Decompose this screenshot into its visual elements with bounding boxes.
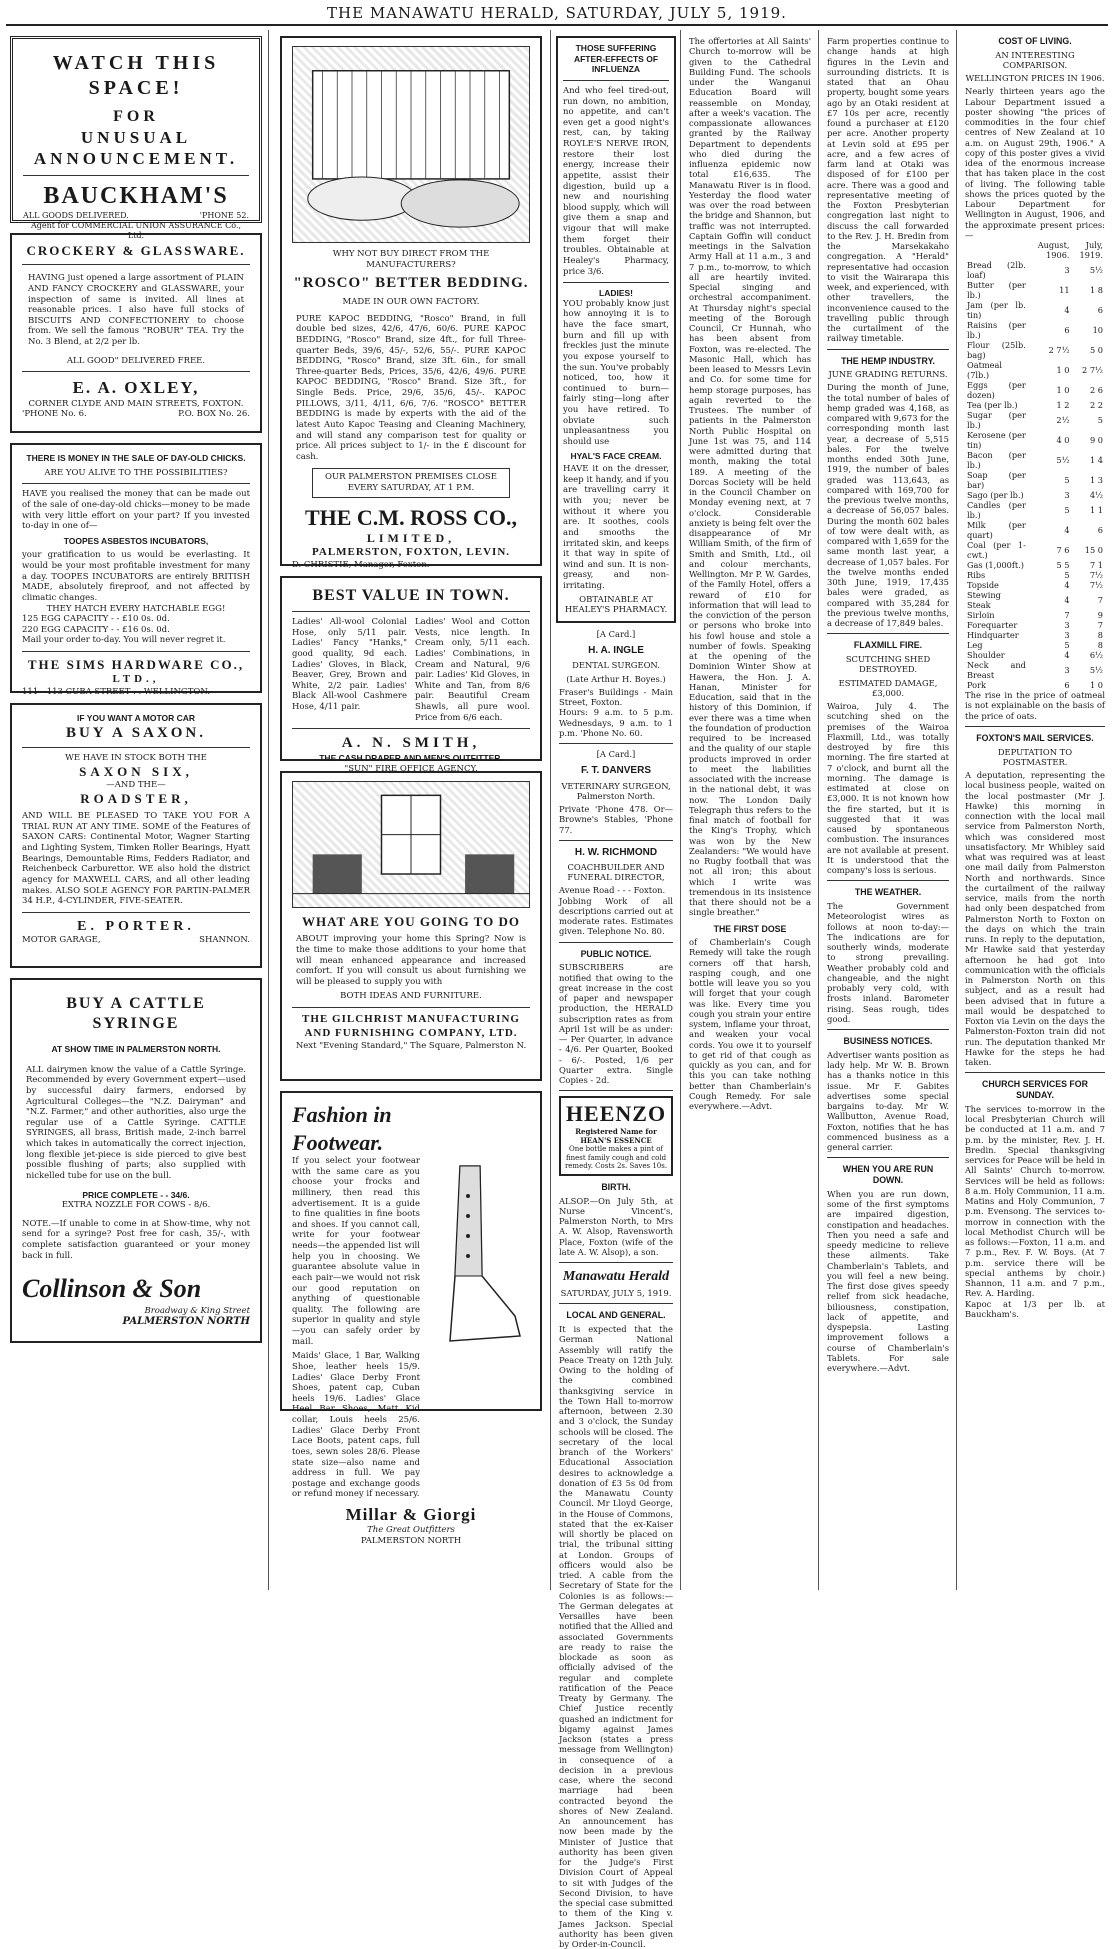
- price-row: [965, 380, 1105, 400]
- price-item: Bread (2lb. loaf): [967, 260, 1026, 281]
- ladies-obtain: OBTAINABLE AT HEALEY'S PHARMACY.: [564, 594, 668, 616]
- price-row: [965, 650, 1105, 660]
- ladies-title: LADIES!: [599, 288, 633, 299]
- ross-manager: D. CHRISTIE, Manager, Foxton.: [292, 559, 430, 570]
- price-item: Sugar (per lb.): [967, 410, 1026, 431]
- price-row: [965, 340, 1105, 360]
- cost-body: Nearly thirteen years ago the Labour Department issued a poster showing "the prices of commodities in the four chief centres of New Zealand at 10 a.m. on August 29th, 1906." A copy of this poster gives a vivid idea of the enormous increase that has taken place in the cost of living. The following table shows the prices quoted by the Labour Department for Wellington in August, 1906, and the approximate present prices:—: [965, 86, 1105, 240]
- price-price-1919: 10: [1092, 325, 1103, 336]
- price-price-1906: 3: [1064, 665, 1070, 676]
- oxley-delivered: ALL GOOD" DELIVERED FREE.: [66, 355, 206, 366]
- price-row: [965, 560, 1105, 570]
- price-price-1919: 7½: [1089, 580, 1103, 591]
- heenzo-body: One bottle makes a pint of finest family cough and cold remedy. Costs 2s. Saves 10s.: [564, 1145, 668, 1171]
- hemp-title: THE HEMP INDUSTRY.: [841, 355, 935, 366]
- column-3: [554, 30, 678, 1949]
- ingle-hours: Hours: 9 a.m. to 5 p.m. Wednesdays, 9 a.m. to 1 p.m. 'Phone No. 60.: [559, 707, 673, 738]
- price-row: [965, 490, 1105, 500]
- price-item: Butter (per lb.): [967, 280, 1026, 301]
- price-table: [965, 240, 1105, 690]
- price-row: [965, 450, 1105, 470]
- heenzo-name: HEENZO: [565, 1101, 667, 1127]
- price-price-1906: 6: [1064, 325, 1070, 336]
- price-item: Sirloin: [967, 610, 995, 621]
- bedding-illustration: [292, 46, 530, 243]
- bedding-drawing: [293, 47, 529, 242]
- price-price-1906: 1 2: [1056, 400, 1070, 411]
- flaxmill-title: FLAXMILL FIRE.: [853, 640, 923, 651]
- rosco-made: MADE IN OUR OWN FACTORY.: [342, 297, 480, 307]
- cost-tail: The rise in the price of oatmeal is not explainable on the basis of the price of oats.: [965, 690, 1105, 721]
- price-item: Neck and Breast: [967, 660, 1026, 681]
- rosco-close-1: OUR PALMERSTON PREMISES CLOSE: [325, 472, 497, 483]
- flaxmill-sub-2: ESTIMATED DAMAGE, £3,000.: [838, 677, 938, 698]
- bauckham-name: BAUCKHAM'S: [43, 182, 229, 209]
- collinson-address-1: Broadway & King Street: [144, 1305, 250, 1316]
- gilchrist-both: BOTH IDEAS AND FURNITURE.: [340, 991, 482, 1002]
- mail-sub: DEPUTATION TO POSTMASTER.: [997, 746, 1073, 767]
- price-price-1919: 6: [1097, 525, 1103, 536]
- cost-sub: AN INTERESTING COMPARISON.: [995, 49, 1075, 70]
- saxon-ad: [10, 703, 262, 968]
- price-row: [965, 540, 1105, 560]
- gilchrist-body: ABOUT improving your home this Spring? Now is the time to make those additions to your home that will mean enhanced appearance and increased comfort. If you will consult us about furnishing we will be pleased to supply you with: [296, 934, 526, 987]
- oxley-title: CROCKERY & GLASSWARE.: [26, 243, 246, 258]
- column-4: [684, 30, 816, 1590]
- price-price-1906: 5: [1064, 505, 1070, 516]
- shoe-illustration: [420, 1156, 530, 1356]
- watch-line-5: ANNOUNCEMENT.: [33, 149, 239, 169]
- local-general-title: LOCAL AND GENERAL.: [566, 1310, 666, 1321]
- syringe-note: NOTE.—If unable to come in at Show-time, why not send for a syringe? Post free for cash, 35/-, with complete satisfaction guaranteed or your money back in full.: [22, 1218, 250, 1261]
- smith-title: BEST VALUE IN TOWN.: [312, 587, 510, 604]
- run-down-title: WHEN YOU ARE RUN DOWN.: [842, 1164, 934, 1186]
- ladies-product: HYAL'S FACE CREAM.: [570, 450, 662, 461]
- price-row: [965, 520, 1105, 540]
- column-divider: [956, 30, 957, 1590]
- price-price-1906: 5: [1064, 640, 1070, 651]
- price-price-1906: 2½: [1056, 415, 1070, 426]
- price-price-1919: 7 1: [1089, 560, 1103, 571]
- birth-title: BIRTH.: [601, 1181, 631, 1192]
- ingle-name: H. A. INGLE: [588, 645, 644, 657]
- price-price-1919: 6½: [1089, 650, 1103, 661]
- smith-name: A. N. SMITH,: [341, 735, 481, 752]
- price-price-1919: 2 2: [1089, 400, 1103, 411]
- price-item: Flour (25lb. bag): [967, 340, 1026, 361]
- royle-ad: [556, 36, 676, 623]
- first-dose-title: THE FIRST DOSE: [713, 923, 787, 934]
- rosco-question: WHY NOT BUY DIRECT FROM THE MANUFACTURERS?: [332, 249, 490, 270]
- price-price-1919: 2 6: [1089, 385, 1103, 396]
- price-price-1919: 2 7½: [1082, 365, 1103, 376]
- mail-body: A deputation, representing the local business people, waited on the local postmaster (Mr J. Hawke) this morning in connection with the local mail service from Palmerston North, which was considered most unsatisfactory. Mr Whibley said what was required was at least one mail daily from Palmerston North and northwards. Since the curtailment of the railway service, mails from the north had only been despatched from Palmerston North to Foxton on the days on which the train runs. In reply to the deputation, Mr Hawke said that yesterday afternoon he had got into communication with the officials in Palmerston North on this subject, and as a result had been advised that in future a mail would be despatched to Foxton via Levin on the days the Palmerston-Foxton train did not run. The deputation thanked Mr Hawke for the steps he had taken.: [965, 770, 1105, 1068]
- price-price-1906: 5: [1064, 570, 1070, 581]
- price-item: Jam (per lb. tin): [967, 300, 1026, 321]
- richmond-sub: COACHBUILDER AND FUNERAL DIRECTOR,: [567, 861, 665, 883]
- chicks-body-2: your gratification to us would be everlasting. It would be your most profitable investment for many a day. TOOPES INCUBATORS are entirely BRITISH MADE, absolutely fireproof, and not affected by climatic changes.: [22, 550, 250, 603]
- flaxmill-body: Wairoa, July 4. The scutching shed on the premises of the Wairoa Flaxmill, Ltd., was totally destroyed by fire this morning. The fire started at 7 o'clock, and burnt all the morning. The damage is estimated at close on £3,000. It is not known how the fire started, but it is suggested that it was caused by spontaneous combustion. The insurances are not available at present. It is understood that the company's loss is serious.: [827, 701, 949, 876]
- millar-town: PALMERSTON NORTH: [360, 1535, 462, 1546]
- price-price-1906: 4: [1064, 595, 1070, 606]
- sims-address: 111—113 CUBA STREET . . WELLINGTON.: [22, 687, 210, 697]
- watch-ad: [10, 36, 262, 240]
- price-price-1919: 5½: [1089, 665, 1103, 676]
- fashion-body: [292, 1156, 420, 1500]
- danvers-sub: VETERINARY SURGEON, Palmerston North.: [561, 780, 671, 801]
- masthead: THE MANAWATU HERALD, SATURDAY, JULY 5, 1919.: [327, 4, 787, 22]
- room-drawing: [293, 782, 529, 907]
- rosco-body: PURE KAPOC BEDDING, "Rosco" Brand, in full double bed sizes, 42/6, 47/6, 60/6. PURE KAPOC BEDDING, "Rosco" Brand, size 4ft., for full Three-quarter Beds, 39/6, 45/-, 52/6, 55/-. PURE KAPOC BEDDING, "Rosco" Brand, size 3ft. 6in., for small Three-quarter Beds, Prices, 35/6, 42/6, 49/6. PURE KAPOC BEDDING, "Rosco" Brand. Size 3ft., for Single Beds. Price, 29/6, 35/6, 45/-. KAPOC PILLOWS, 3/11, 4/11, 6/6, 7/6. "ROSCO" BETTER BEDDING is made by experts with the aid of the latest Auto Kapoc Teasing and Cleaning Machinery, and will stand any comparison test for quality or price. All prices subject to 1/- in the £ discount for cash.: [296, 313, 526, 462]
- saxon-body: AND WILL BE PLEASED TO TAKE YOU FOR A TRIAL RUN AT ANY TIME. SOME of the Features of SAXON CARS: Continental Motor, Wagner Starting and Lighting System, Timken Roller Bearings, Hyatt Bearings, Demountable Rims, Fedders Radiator, and Reichenbeck Carburettor. WE also hold the district agency for MAXWELL CARS, and all other leading makes. ALSO SOLE AGENCY FOR PARTIN-PALMER 34 H.P., 4-CYLINDER, FIVE-SEATER.: [22, 811, 250, 907]
- price-item: Milk (per quart): [967, 520, 1026, 541]
- price-price-1919: 9 0: [1089, 435, 1103, 446]
- fashion-title-2: Footwear.: [292, 1129, 384, 1155]
- column-divider: [680, 30, 681, 1590]
- price-row: [965, 280, 1105, 300]
- gilchrist-address: Next "Evening Standard," The Square, Palmerston N.: [295, 1040, 527, 1051]
- gilchrist-ad: [280, 771, 542, 1081]
- chicks-price-1: 125 EGG CAPACITY - - £10 0s. 0d.: [22, 614, 170, 625]
- price-price-1919: 9: [1097, 610, 1103, 621]
- cost-title: COST OF LIVING.: [998, 36, 1072, 46]
- notice-title: PUBLIC NOTICE.: [580, 948, 652, 959]
- price-row: [965, 640, 1105, 650]
- gilchrist-title: WHAT ARE YOU GOING TO DO: [302, 914, 520, 929]
- price-price-1919: 6: [1097, 305, 1103, 316]
- sims-ltd: LTD.,: [112, 673, 160, 686]
- price-item: Eggs (per dozen): [967, 380, 1026, 401]
- price-price-1919: 1 1: [1089, 505, 1103, 516]
- price-item: Topside: [967, 580, 999, 591]
- farm-news-body: Farm properties continue to change hands at high figures in the Levin and surrounding districts. It is stated that an Ohau property, bought some years ago by an Otaki resident at £7 10s per acre, recently found a purchaser at £120 per acre. Another property at Levin sold at £95 per acre, and a few acres of farm land at Otaki was disposed of for £100 per acre. There was a good and representative meeting of the Foxton Presbyterian congregation last night to discuss the call forwarded to the Rev. J. H. Bredin from the Marsekakaho congregation. A "Herald" representative had occasion to visit the Wairarapa this week, and experienced, with other travellers, the inconvenience caused to the travelling public through the curtailment of the railway timetable.: [827, 36, 949, 344]
- ingle-address: Fraser's Buildings - Main Street, Foxton.: [559, 686, 673, 708]
- sims-name: THE SIMS HARDWARE CO.,: [27, 657, 245, 672]
- porter-garage: MOTOR GARAGE,: [22, 935, 101, 946]
- price-price-1906: 5: [1064, 475, 1070, 486]
- syringe-price: PRICE COMPLETE - - 34/6.: [82, 1189, 190, 1200]
- saxon-six: SAXON SIX,: [79, 764, 193, 779]
- rosco-ad: [280, 36, 542, 570]
- smith-agency: "SUN" FIRE OFFICE AGENCY.: [344, 763, 478, 774]
- price-price-1919: 8: [1097, 640, 1103, 651]
- price-price-1906: 7 6: [1056, 545, 1070, 556]
- price-price-1906: 7: [1064, 610, 1070, 621]
- price-row: [965, 410, 1105, 430]
- column-5: [822, 30, 954, 1590]
- price-price-1906: 1 0: [1056, 385, 1070, 396]
- price-price-1906: 3: [1064, 620, 1070, 631]
- syringe-body: ALL dairymen know the value of a Cattle Syringe. Recommended by every Government expert—used by successful dairy farmers, endorsed by Agricultural Colleges—the "N.Z. Dairyman" and "N.Z. Farmer," and other authorities, also urge the regular use of a Cattle Syringe. CATTLE SYRINGES, all brass, British made, 2-inch barrel which takes in automatically the correct injection, long flexible jet-piece is side pierced to give best possible flushing of parts; also supplied with nickelled tube for use on the bull.: [26, 1064, 246, 1181]
- bauckham-delivered: ALL GOODS DELIVERED.: [23, 210, 129, 220]
- oxley-box: P.O. BOX No. 26.: [178, 409, 250, 420]
- room-illustration: [292, 781, 530, 908]
- column-2: [276, 30, 546, 1590]
- price-item: Ribs: [967, 570, 986, 581]
- price-price-1919: 5 0: [1089, 345, 1103, 356]
- price-price-1906: 1 0: [1056, 365, 1070, 376]
- richmond-address: Avenue Road - - - Foxton.: [559, 885, 666, 896]
- syringe-ad: [10, 978, 262, 1343]
- syringe-nozzle: EXTRA NOZZLE FOR COWS - 8/6.: [61, 1200, 211, 1211]
- price-price-1919: 7: [1097, 620, 1103, 631]
- kapoc-note: Kapoc at 1/3 per lb. at Bauckham's.: [965, 1298, 1105, 1319]
- porter-town: SHANNON.: [199, 935, 250, 946]
- column-divider: [818, 30, 819, 1590]
- rosco-close-2: EVERY SATURDAY, AT 1 P.M.: [347, 483, 475, 493]
- saxon-line-1: WE HAVE IN STOCK BOTH THE: [65, 753, 207, 764]
- smith-right-list: Ladies' Wool and Cotton Vests, nice length. In Cream only, 5/11 each. Ladies' Combinations, in Cream and Natural, 9/6 pair. Ladies' Kid Gloves, in White and Tan, from 8/6 pair. Beautiful Cream Shawls, all pure wool. Price from 6/6 each.: [415, 617, 530, 723]
- oxley-body: HAVING just opened a large assortment of PLAIN AND FANCY CROCKERY and GLASSWARE, your inspection of same is invited. All lines at reasonable prices. I also have full stocks of BISCUITS AND CONFECTIONERY to choose from. We sell the famous "ROBUR" TEA. Try the No. 3 Blend, at 2/2 per lb.: [28, 273, 244, 347]
- bauckham-agent: Agent for COMMERCIAL UNION ASSURANCE Co., Ltd.: [30, 220, 242, 240]
- chicks-question: ARE YOU ALIVE TO THE POSSIBILITIES?: [44, 467, 228, 478]
- price-price-1919: 4½: [1089, 490, 1103, 501]
- church-title: CHURCH SERVICES FOR SUNDAY.: [982, 1079, 1088, 1101]
- price-item: Raisins (per lb.): [967, 320, 1026, 341]
- price-item: Forequarter: [967, 620, 1018, 631]
- watch-line-3: FOR: [113, 108, 159, 125]
- smith-sub: THE CASH DRAPER AND MEN'S OUTFITTER.: [319, 753, 503, 763]
- price-item: Leg: [967, 640, 983, 651]
- ladies-body-2: HAVE it on the dresser, keep it handy, and if you are travelling carry it with you; never be without it where you are. It soothes, cools and smooths the irritated skin, and keeps it that way in spite of wind and sun. It is non-greasy, and non-irritating.: [563, 464, 669, 591]
- oxley-ad: [10, 233, 262, 433]
- price-row: [965, 620, 1105, 630]
- price-item: Gas (1,000ft.): [967, 560, 1024, 571]
- price-price-1919: 7: [1097, 595, 1103, 606]
- price-price-1906: 4 0: [1056, 435, 1070, 446]
- saxon-title: BUY A SAXON.: [65, 724, 207, 741]
- rosco-title: "ROSCO" BETTER BEDDING.: [293, 275, 529, 292]
- gilchrist-firm: THE GILCHRIST MANUFACTURING AND FURNISHING COMPANY, LTD.: [302, 1013, 520, 1039]
- price-row: [965, 580, 1105, 590]
- syringe-title: BUY A CATTLE SYRINGE: [66, 995, 206, 1032]
- price-price-1906: 11: [1059, 285, 1070, 296]
- business-body: Advertiser wants position as lady help. Mr W. B. Brown has a thanks notice in this issue. Mr F. Gabites advertises some special bargains to-day. Mr W. Wallbutton, Avenue Road, Foxton, notifies that he has commenced business as a general carrier.: [827, 1049, 949, 1153]
- price-row: [965, 590, 1105, 610]
- richmond-body: Jobbing Work of all descriptions carried out at moderate rates. Estimates given. Telephone No. 80.: [559, 895, 673, 937]
- oxley-phone: 'PHONE No. 6.: [22, 409, 87, 420]
- ingle-late: (Late Arthur H. Boyes.): [566, 673, 666, 684]
- watch-line-4: UNUSUAL: [80, 128, 192, 147]
- price-row: [965, 400, 1105, 410]
- fashion-items: Maids' Glace, 1 Bar, Walking Shoe, leather heels 15/9. Ladies' Glace Derby Front Shoes, patent cap, Cuban heels 19/6. Ladies' Glace Heel Bar Shoes, Matt Kid collar, Louis heels 25/6. Ladies' Glace Derby Front Lace Boots, patent caps, full toes, sewn soles 28/6. Please state size—also name and address in full. We pay postage and exchange goods or refund money if necessary.: [292, 1351, 420, 1500]
- heenzo-ad: [559, 1096, 673, 1175]
- ross-towns: PALMERSTON, FOXTON, LEVIN.: [311, 546, 511, 559]
- notice-body: SUBSCRIBERS are notified that owing to the great increase in the cost of paper and newspaper production, the HERALD subscription rates as from April 1st will be as under:— Per Quarter, in advance - 4/6. Per Quarter, Booked - 6/-. Posted, 1/6 per Quarter extra. Single Copies - 2d.: [559, 962, 673, 1086]
- weather-body: The Government Meteorologist wires as follows at noon to-day:— The indications are for southerly winds, moderate to strong prevailing. Weather probably cold and changeable, and the night probably very cold, with frosts inland. Barometer rising. Seas rough, tides good.: [827, 901, 949, 1024]
- price-row: [965, 660, 1105, 680]
- watch-line-2: SPACE!: [88, 77, 184, 99]
- price-row: [965, 500, 1105, 520]
- price-item: Shoulder: [967, 650, 1005, 661]
- hemp-body: During the month of June, the total number of bales of hemp graded was 4,168, as compared with 9,673 for the corresponding month last year, a decrease of 5,515 bales. For the twelve months ended 30th June, 1919, the number of bales graded was 113,643, as compared with 169,700 for the previous twelve months, a decrease of 56,057 bales. During the month 602 bales of tow were dealt with, as compared with 1,659 for the same month last year, a decrease of 1,057 bales. For the twelve months ended 30th June, 1919, 17,435 bales were graded, as compared with 35,284 for the previous twelve months, a decrease of 17,849 bales.: [827, 382, 949, 629]
- price-price-1906: 5½: [1056, 455, 1070, 466]
- chicks-body: HAVE you realised the money that can be made out of the sale of one-day-old chicks—money to be made with very little effort on your part? If you invested to-day in one of—: [22, 489, 250, 532]
- chicks-product: TOOPES ASBESTOS INCUBATORS,: [63, 535, 209, 546]
- price-price-1906: 5 5: [1056, 560, 1070, 571]
- price-row: [965, 630, 1105, 640]
- price-row: [965, 260, 1105, 280]
- price-price-1906: 4: [1064, 525, 1070, 536]
- price-item: Stewing Steak: [967, 590, 1001, 611]
- price-price-1919: 15 0: [1084, 545, 1103, 556]
- birth-body: ALSOP.—On July 5th, at Nurse Vincent's, Palmerston North, to Mrs A. W. Alsop, Ravensworth Place, Foxton (wife of the late A. W. Alsop), a son.: [559, 1195, 673, 1257]
- chicks-ad: [10, 443, 262, 697]
- price-price-1906: 6: [1064, 680, 1070, 691]
- price-item: Oatmeal (7lb.): [967, 360, 1002, 381]
- price-price-1906: 3: [1064, 265, 1070, 276]
- price-price-1919: 1 8: [1089, 285, 1103, 296]
- chicks-hatch: THEY HATCH EVERY HATCHABLE EGG!: [46, 603, 226, 614]
- price-item: Pork: [967, 680, 986, 691]
- price-item: Tea (per lb.): [967, 400, 1018, 411]
- fashion-intro: If you select your footwear with the same care as you choose your frocks and millinery, then read this advertisement. It is a guide to fine qualities in fine boots and shoes. If you cannot call, write for your footwear needs—the appended list will help you in choosing. We guarantee absolute value in each pair—we would not risk our good reputation on anything of questionable quality. The following are superior in quality and style—you can safely order by mail.: [292, 1156, 420, 1347]
- first-dose-body: of Chamberlain's Cough Remedy will take the rough corners off that harsh, rasping cough, and one bottle will leave you so you will forget that your cough was like. Every time you cough you strain your entire system, inflame your throat, and weaken your vocal cords. You owe it to yourself to get rid of that cough as quickly as you can, and for this you can take nothing better than Chamberlain's Cough Remedy. For sale everywhere.—Advt.: [689, 937, 811, 1112]
- price-row: [965, 680, 1105, 690]
- price-row: [965, 300, 1105, 320]
- price-item: Kerosene (per tin): [967, 430, 1026, 451]
- price-header-1919: July, 1919.: [1079, 240, 1103, 261]
- danvers-card: [A Card.]: [596, 749, 636, 760]
- price-item: Hindquarter: [967, 630, 1019, 641]
- ladies-body: YOU probably know just how annoying it is to have the face smart, burn and fill up with freckles just the minute you expose yourself to the sun. You've probably noticed, too, how it continued to burn—fairly sting—long after you have retired. To obviate such unpleasantness you should use: [563, 298, 669, 447]
- chicks-price-2: 220 EGG CAPACITY - - £16 0s. 0d.: [22, 624, 170, 635]
- porter-name: E. PORTER.: [77, 918, 195, 934]
- smith-left-list: Ladies' All-wool Colonial Hose, only 5/11 pair. Ladies' Fancy "Hanks," good quality, 9d each. Ladies' Gloves, in Black, Beaver, Grey, Brown and White, 2/2 pair. Ladies' Black All-wool Cashmere Hose, 4/11 pair.: [292, 617, 407, 712]
- ingle-sub: DENTAL SURGEON.: [572, 660, 660, 671]
- masthead-rule: [6, 24, 1108, 26]
- price-price-1906: 4: [1064, 580, 1070, 591]
- price-price-1919: 7½: [1089, 570, 1103, 581]
- price-row: [965, 570, 1105, 580]
- price-row: [965, 430, 1105, 450]
- flaxmill-sub-1: SCUTCHING SHED DESTROYED.: [845, 654, 931, 675]
- weather-title: THE WEATHER.: [854, 887, 922, 898]
- saxon-pre: IF YOU WANT A MOTOR CAR: [76, 713, 196, 723]
- rosco-closing: [312, 468, 510, 497]
- chicks-order: Mail your order to-day. You will never regret it.: [22, 635, 226, 646]
- cards: [559, 629, 673, 1949]
- price-price-1906: 3: [1064, 490, 1070, 501]
- saxon-and: —AND THE—: [106, 780, 166, 791]
- price-price-1919: 1 0: [1089, 680, 1103, 691]
- ingle-card: [A Card.]: [596, 628, 636, 639]
- church-body: The services to-morrow in the local Presbyterian Church will be conducted at 11 a.m. and 7 p.m. by the minister, Rev. J. H. Bredin. Special thanksgiving services for Peace will be held in All Saints' Church to-morrow. Services will be held as follows: 8 a.m. Holy Communion, 11 a.m. Matins and Holy Communion, 7 p.m. Evensong. The services to-morrow in connection with the local Methodist Church will be as follows:—Foxton, 11 a.m. and 7 p.m., Rev. F. W. Boys. (At 7 p.m. service there will be special anthems by choir.) Shannon, 11 a.m. and 7 p.m., Rev. A. Harding.: [965, 1103, 1105, 1299]
- royle-title: THOSE SUFFERING AFTER-EFFECTS OF INFLUENZA: [573, 43, 659, 75]
- price-price-1919: 8: [1097, 630, 1103, 641]
- oxley-name: E. A. OXLEY,: [72, 378, 200, 398]
- price-item: Coal (per 1-cwt.): [967, 540, 1026, 561]
- price-item: Candles (per lb.): [967, 500, 1026, 521]
- fashion-ad: [280, 1091, 542, 1546]
- price-price-1919: 1 3: [1089, 475, 1103, 486]
- price-price-1906: 2 7½: [1048, 345, 1070, 356]
- price-item: Sago (per lb.): [967, 490, 1024, 501]
- watch-line-1: WATCH THIS: [52, 52, 220, 74]
- royle-body: And who feel tired-out, run down, no ambition, no appetite, and can't even get a good night's rest, can, by taking ROYLE'S NERVE IRON, restore their lost energy, increase their appetite, assist their digestion, build up a new and nourishing blood supply, which will give them a snap and vigour that will make them forget their troubles. Obtainable at Healey's Pharmacy, price 3/6.: [563, 85, 669, 277]
- price-item: Soap (per bar): [967, 470, 1026, 491]
- fashion-title-1: Fashion in: [292, 1102, 392, 1127]
- price-price-1906: 4: [1064, 650, 1070, 661]
- oxley-address: CORNER CLYDE AND MAIN STREETS, FOXTON.: [28, 398, 244, 409]
- cost-sub-2: WELLINGTON PRICES IN 1906.: [965, 73, 1105, 84]
- price-row: [965, 470, 1105, 490]
- ross-ltd: LIMITED,: [366, 531, 456, 546]
- collinson-address-2: PALMERSTON NORTH: [122, 1316, 250, 1328]
- column-6: [960, 30, 1110, 1590]
- price-price-1919: 5½: [1089, 265, 1103, 276]
- news-body: The offertories at All Saints' Church to-morrow will be given to the Cathedral Building Fund. The schools under the Wanganui Education Board will reassemble on Monday, after a week's vacation. The compassionate allowances granted by the Railway Department to dependents who died during the influenza epidemic now total £16,635. The Manawatu River is in flood. Yesterday the flood water was over the road between the bridge and Shannon, but traffic was not interrupted. Captain Goffin will conduct meetings in the Salvation Army Hall at 11 a.m., 3 and 7 p.m., to-morrow, to which all are heartily invited. Special singing and orchestral accompaniment. At Thursday night's special meeting of the Borough Council, Cr Hunnah, who has been absent from Foxton, was re-elected. The Masonic Hall, which has been leased to Messrs Levin and Co. for some time for hemp storage purposes, has again reverted to the Trustees. The number of patients in the Palmerston North Public Hospital on June 1st was 75, and 114 were admitted during that month, making the total 189. A meeting of the Dorcas Society will be held in the Council Chamber on Monday evening next, at 7 o'clock. Considerable anxiety is being felt over the disappearance of Mr William Smith, of the firm of Smith and Smith, Ltd., oil and colour merchants, Wellington. Mr P. W. Gardes, of the Family Hotel, offers a reward of £10 for information that will lead to the conviction of the person or persons who broke into his fowl house and stole a number of fowls. Speaking at the opening of the Dominion Winter Show at Hawera, the Hon. J. A. Hanan, Minister for Education, said that in the history of this Dominion, if ever there was a time when the foundation of production required to be increased and the quality of our staple products improved in order to meet the liabilities associated with the increase in the national debt, it was now. The London Daily Telegraph thus refers to the final match of football for the King's Trophy, which was won by the New Zealanders: "We would have no Rugby football that was not all iron; this about which I write was tremendous in its insistence that there should not be a single breather.": [689, 36, 811, 918]
- column-divider: [550, 30, 551, 1590]
- saxon-roadster: ROADSTER,: [80, 790, 192, 806]
- price-row: [965, 610, 1105, 620]
- ross-name: THE C.M. ROSS CO.,: [304, 504, 518, 530]
- price-item: Bacon (per lb.): [967, 450, 1026, 471]
- heenzo-sub: Registered Name for HEAN'S ESSENCE: [575, 1127, 657, 1145]
- column-divider: [268, 30, 269, 1590]
- price-row: [965, 360, 1105, 380]
- millar-name: Millar & Giorgi: [345, 1505, 477, 1524]
- bauckham-phone: 'PHONE 52.: [199, 210, 249, 220]
- price-price-1919: 1 4: [1089, 455, 1103, 466]
- syringe-sub: AT SHOW TIME IN PALMERSTON NORTH.: [51, 1044, 221, 1054]
- local-general-body: It is expected that the German National Assembly will ratify the Peace Treaty on 12th July. Owing to the holding of the combined thanksgiving service in the Town Hall to-morrow afternoon, between 2.30 and 3 o'clock, the Sunday schools will be closed. The secretary of the local branch of the Workers' Educational Association desires to acknowledge a donation of £3 5s 0d from the Manawatu County Council. Mr Lloyd George, in the House of Commons, stated that the ex-Kaiser will shortly be placed on trial, the tribunal sitting at London. Groups of officers would also be tried. A cable from the Secretary of State for the Colonies is as follows:—The German delegates at Versailles have been notified that the Allied and associated Governments are ready to raise the blockade as soon as officially advised of the regular and complete ratification of the Peace Treaty by Germany. The Chief Justice recently quashed an indictment for bigamy against James Jackson (states a press message from Wellington) in consequence of a decision in a previous case, where the second marriage had been contracted beyond the shores of New Zealand. An announcement has now been made by the Minister of Justice that authority has been given for the Judge's First Division Court of Appeal to sit with Judges of the Second Division, to have the special case submitted to them of the King v. James Jackson. Special authority has been given by Order-in-Council.: [559, 1324, 674, 1949]
- danvers-name: F. T. DANVERS: [580, 765, 651, 777]
- herald-date: SATURDAY, JULY 5, 1919.: [560, 1288, 672, 1299]
- chicks-title: THERE IS MONEY IN THE SALE OF DAY-OLD CHICKS.: [26, 453, 246, 463]
- run-down-body: When you are run down, some of the first symptoms are impaired digestion, constipation and headaches. Then you need a safe and speedy medicine to relieve these ailments. Take Chamberlain's Tablets, and you will feel a new being. The first dose gives speedy relief from sick headache, biliousness, constipation, lack of appetite, and dyspepsia. Lasting improvement follows a course of Chamberlain's Tablets. For sale everywhere.—Advt.: [827, 1188, 949, 1374]
- collinson-logo: Collinson & Son: [22, 1274, 202, 1304]
- mail-title: FOXTON'S MAIL SERVICES.: [976, 732, 1094, 743]
- danvers-phone: Private 'Phone 478. Or— Browne's Stables, 'Phone 77.: [559, 804, 673, 835]
- price-row: [965, 320, 1105, 340]
- hemp-sub: JUNE GRADING RETURNS.: [828, 369, 948, 380]
- price-price-1906: 4: [1064, 305, 1070, 316]
- smith-ad: [280, 576, 542, 774]
- richmond-name: H. W. RICHMOND: [574, 846, 658, 858]
- price-price-1919: 5: [1097, 415, 1103, 426]
- business-title: BUSINESS NOTICES.: [843, 1036, 933, 1047]
- millar-tag: The Great Outfitters: [367, 1525, 455, 1536]
- column-1: [6, 30, 266, 1590]
- price-price-1906: 3: [1064, 630, 1070, 641]
- herald-nameplate: Manawatu Herald: [562, 1269, 670, 1285]
- price-header-1906: August, 1906.: [1037, 240, 1070, 261]
